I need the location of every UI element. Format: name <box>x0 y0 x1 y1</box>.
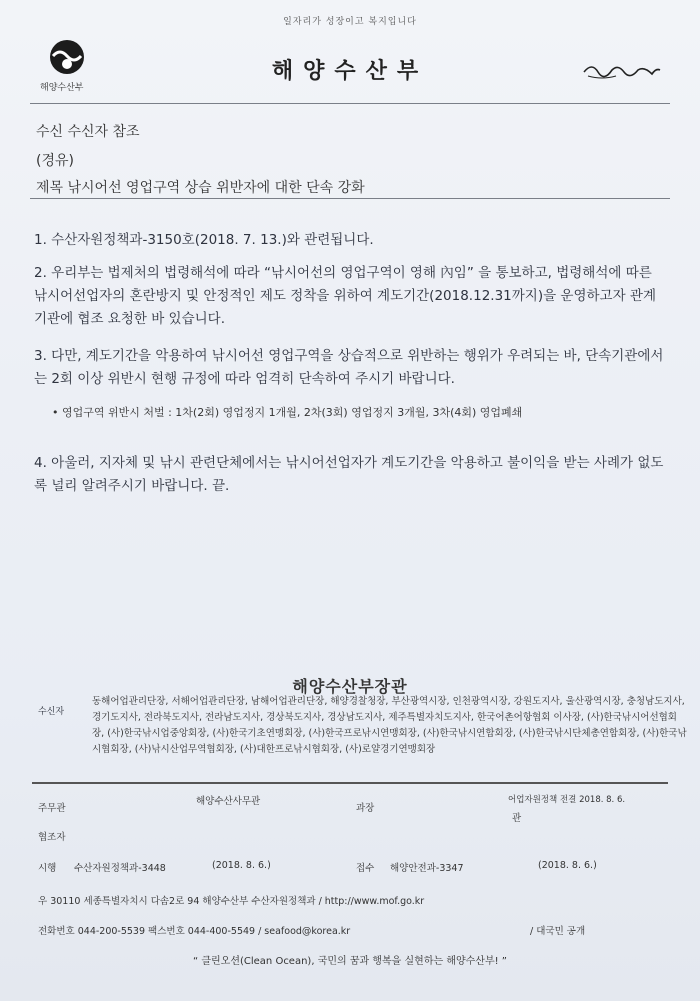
ministry-title: 해양수산부 <box>271 59 429 84</box>
footer-divider <box>32 782 668 784</box>
drafter-label: 주무관 <box>38 803 66 814</box>
reviewer-title: 해양수산사무관 <box>196 796 261 807</box>
recipients-label: 수신자 <box>38 707 65 717</box>
body-item-3-note: • 영업구역 위반시 처벌 : 1차(2회) 영업정지 1개월, 2차(3회) 영업정지 3개월, 3차(4회) 영업폐쇄 <box>52 406 523 419</box>
disclosure-status: / 대국민 공개 <box>530 926 586 937</box>
body-item-1: 1. 수산자원정책과-3150호(2018. 7. 13.)와 관련됩니다. <box>34 232 374 248</box>
enforce-number: 수산자원정책과-3448 <box>74 863 166 874</box>
body-item-4: 4. 아울러, 지자체 및 낚시 관련단체에서는 낚시어선업자가 계도기간을 악용하고 불이익을 받는 사례가 없도록 널리 알려주시기 바랍니다. 끝. <box>34 455 664 494</box>
receive-number: 해양안전과-3347 <box>390 863 464 874</box>
contact-line: 전화번호 044-200-5539 팩스번호 044-400-5549 / seafood@korea.kr <box>38 926 351 937</box>
receive-date: (2018. 8. 6.) <box>538 860 597 871</box>
subject-line: 제목 낚시어선 영업구역 상습 위반자에 대한 단속 강화 <box>36 180 365 196</box>
signature-mark <box>582 58 662 84</box>
final-approval: 어업자원정책 전결 2018. 8. 6. <box>508 795 626 805</box>
body-item-2: 2. 우리부는 법제처의 법령해석에 따라 “낚시어선의 영업구역이 영해 內임” 을 통보하고, 법령해석에 따른 낚시어선업자의 혼란방지 및 안정적인 제도 정착을 위하여 계도기간(2018.12.31까지)을 운영하고자 관계기관에 협조 요청한 바 있습니다. <box>34 265 657 327</box>
body-item-3: 3. 다만, 계도기간을 악용하여 낚시어선 영업구역을 상습적으로 위반하는 행위가 우려되는 바, 단속기관에서는 2회 이상 위반시 현행 규정에 따라 엄격히 단속하여 주시기 바랍니다. <box>34 348 664 387</box>
minister-title: 해양수산부장관 <box>292 677 408 696</box>
slogan-bottom: “ 클린오션(Clean Ocean), 국민의 꿈과 행복을 실현하는 해양수산부! ” <box>192 956 507 967</box>
postal-address: 우 30110 세종특별자치시 다솜2로 94 해양수산부 수산자원정책과 / http://www.mof.go.kr <box>38 896 425 907</box>
header-divider <box>30 103 670 104</box>
enforce-label: 시행 <box>38 863 57 874</box>
logo-label: 해양수산부 <box>40 83 84 93</box>
slogan-top: 일자리가 성장이고 복지입니다 <box>283 17 417 27</box>
via-line: (경유) <box>36 153 74 169</box>
receive-label: 접수 <box>356 863 375 874</box>
cooperator-label: 협조자 <box>38 832 66 843</box>
subject-divider <box>30 198 670 199</box>
final-approval-suffix: 관 <box>512 813 522 824</box>
recipient-line: 수신 수신자 참조 <box>36 124 140 140</box>
recipients-list: 동해어업관리단장, 서해어업관리단장, 남해어업관리단장, 해양경찰청장, 부산광역시장, 인천광역시장, 강원도지사, 울산광역시장, 충청남도지사, 경기도지사, 전라북도지사, 전라남도지사, 경상북도지사, 경상남도지사, 제주특별자치도지사, 한국어촌어항협회 이사장, (사)한국낚시어선협회장, (사)한국낚시업중앙회장, (사)한국기초연맹회장, (사)한국프로낚시연맹회장, (사)한국낚시연합회장, (사)한국낚시단체총연합회장, (사)한국낚시협회장, (사)낚시산업무역협회장, (사)대한프로낚시협회장, (사)로얄경기연맹회장 <box>92 696 687 755</box>
chief-label: 과장 <box>356 803 375 814</box>
enforce-date: (2018. 8. 6.) <box>212 860 271 871</box>
